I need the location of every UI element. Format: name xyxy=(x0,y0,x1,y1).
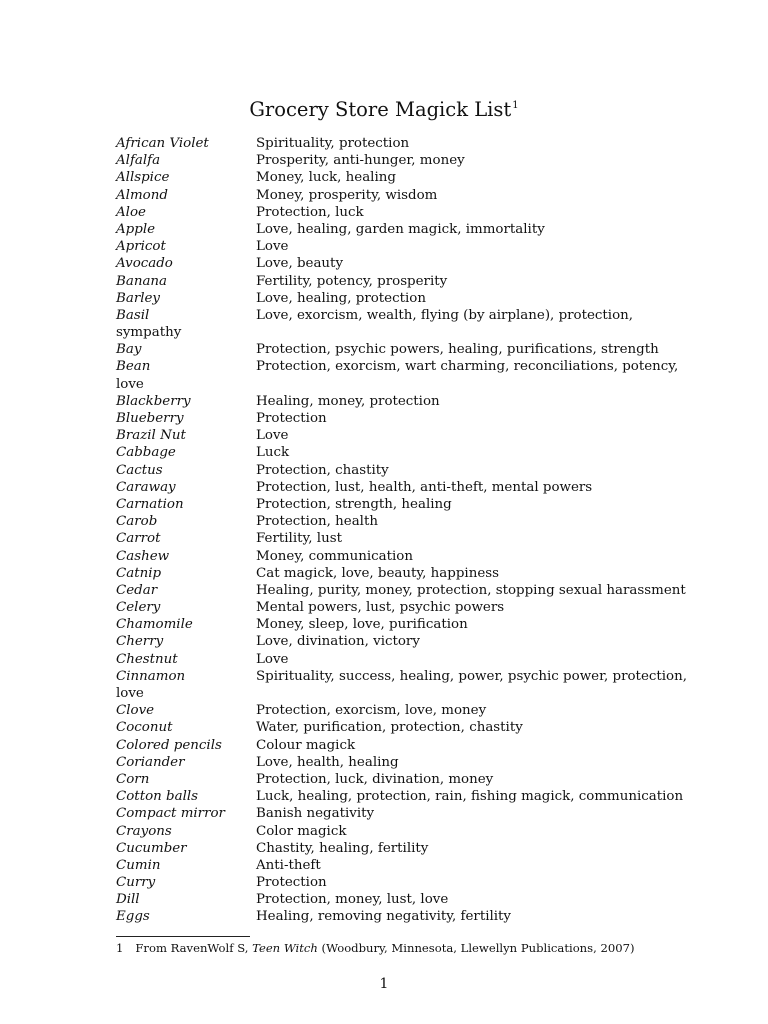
item-term: Cumin xyxy=(116,857,161,873)
item-meaning: Protection, luck, divination, money xyxy=(256,771,494,787)
item-term: Dill xyxy=(116,892,140,908)
item-term: Cotton balls xyxy=(116,789,199,805)
footnote-prefix: From RavenWolf S, xyxy=(135,941,253,955)
item-term: Clove xyxy=(116,703,155,719)
list-item xyxy=(116,840,676,857)
item-meaning: Luck, healing, protection, rain, fishing magick, communication xyxy=(256,789,684,805)
list-item-line xyxy=(116,479,676,496)
title-footnote-ref: 1 xyxy=(512,100,519,111)
list-item-line xyxy=(116,565,676,582)
item-term: Bay xyxy=(116,342,142,358)
list-item xyxy=(116,548,676,565)
item-meaning: Love xyxy=(256,651,289,667)
item-meaning: Love, healing, protection xyxy=(256,290,426,306)
list-item-line xyxy=(116,874,676,891)
list-item-line xyxy=(116,702,676,719)
item-meaning: Chastity, healing, fertility xyxy=(256,840,429,856)
list-item-line xyxy=(116,805,676,822)
list-item xyxy=(116,135,676,152)
list-item-line xyxy=(116,737,676,754)
item-meaning: Anti-theft xyxy=(256,857,321,873)
item-meaning: Prosperity, anti-hunger, money xyxy=(256,153,465,169)
item-term: Catnip xyxy=(116,565,162,581)
item-meaning-continuation: sympathy xyxy=(116,325,182,341)
list-item xyxy=(116,496,676,513)
list-item xyxy=(116,702,676,719)
list-item-line xyxy=(116,307,676,324)
list-item xyxy=(116,771,676,788)
item-meaning: Love, exorcism, wealth, flying (by airplane), protection, xyxy=(256,307,634,323)
item-term: Caraway xyxy=(116,479,176,495)
list-item xyxy=(116,737,676,754)
item-meaning: Mental powers, lust, psychic powers xyxy=(256,600,505,616)
item-meaning: Money, prosperity, wisdom xyxy=(256,187,438,203)
item-meaning: Healing, money, protection xyxy=(256,393,440,409)
item-meaning: Money, sleep, love, purification xyxy=(256,617,468,633)
item-term: Coconut xyxy=(116,720,173,736)
list-item-line xyxy=(116,358,679,375)
list-item xyxy=(116,152,676,169)
list-item-line xyxy=(116,393,676,410)
list-item-line xyxy=(116,754,676,771)
list-item-line xyxy=(116,204,676,221)
item-term: Banana xyxy=(116,273,168,289)
list-item-line xyxy=(116,427,676,444)
item-meaning: Healing, removing negativity, fertility xyxy=(256,909,511,925)
list-item xyxy=(116,891,676,908)
list-item xyxy=(116,307,676,341)
list-item xyxy=(116,874,676,891)
list-item xyxy=(116,651,676,668)
item-term: Almond xyxy=(116,187,168,203)
footnote-divider xyxy=(116,936,250,937)
item-term: Cherry xyxy=(116,634,164,650)
item-meaning: Banish negativity xyxy=(256,806,375,822)
item-term: African Violet xyxy=(116,136,209,151)
page-number: 1 xyxy=(379,976,389,992)
item-term: Apple xyxy=(116,221,156,237)
list-item xyxy=(116,823,676,840)
list-item xyxy=(116,616,676,633)
list-item-line xyxy=(116,444,676,461)
list-item xyxy=(116,857,676,874)
item-meaning-continuation: love xyxy=(116,686,144,701)
list-item-line xyxy=(116,823,676,840)
list-item xyxy=(116,341,676,358)
item-meaning: Protection, chastity xyxy=(256,462,389,478)
footnote-book-title: Teen Witch xyxy=(252,941,318,955)
item-term: Cashew xyxy=(116,548,170,564)
item-term: Colored pencils xyxy=(116,737,222,753)
item-term: Avocado xyxy=(116,256,173,272)
item-meaning: Color magick xyxy=(256,823,347,839)
list-item-line xyxy=(116,840,676,857)
item-term: Chestnut xyxy=(116,651,178,667)
item-meaning: Money, communication xyxy=(256,548,413,564)
item-meaning: Protection, health xyxy=(256,514,378,530)
list-item-line xyxy=(116,238,676,255)
item-meaning: Luck xyxy=(256,445,290,461)
list-item-line xyxy=(116,599,676,616)
list-item-line xyxy=(116,513,676,530)
list-item xyxy=(116,788,684,805)
item-meaning: Protection xyxy=(256,411,327,426)
list-item-line xyxy=(116,719,676,736)
item-meaning: Spirituality, success, healing, power, psychic power, protection, xyxy=(256,668,687,684)
list-item xyxy=(116,719,676,736)
list-item-line xyxy=(116,221,676,238)
item-meaning: Cat magick, love, beauty, happiness xyxy=(256,565,499,581)
item-meaning: Protection, money, lust, love xyxy=(256,892,449,908)
item-term: Compact mirror xyxy=(116,806,225,822)
item-meaning: Protection xyxy=(256,875,327,891)
list-item-line xyxy=(116,273,676,290)
list-item-line xyxy=(116,496,676,513)
item-meaning: Protection, psychic powers, healing, purifications, strength xyxy=(256,342,659,358)
list-item-line xyxy=(116,633,676,650)
item-term: Blackberry xyxy=(116,393,191,409)
item-meaning: Love, healing, garden magick, immortality xyxy=(256,221,545,237)
footnote xyxy=(116,940,635,956)
item-meaning: Fertility, potency, prosperity xyxy=(256,273,448,289)
list-item-line xyxy=(116,582,686,599)
list-item-line xyxy=(116,548,676,565)
item-term: Eggs xyxy=(116,909,150,925)
item-term: Carnation xyxy=(116,496,184,512)
list-item xyxy=(116,530,676,547)
list-item xyxy=(116,754,676,771)
item-term: Alfalfa xyxy=(116,153,161,169)
item-meaning: Money, luck, healing xyxy=(256,170,396,186)
list-item-line xyxy=(116,530,676,547)
item-term: Coriander xyxy=(116,754,185,770)
item-meaning: Water, purification, protection, chastity xyxy=(256,720,523,736)
list-item-line xyxy=(116,788,684,805)
list-item-line xyxy=(116,290,676,307)
item-term: Celery xyxy=(116,600,161,616)
title-text: Grocery Store Magick List xyxy=(249,98,512,121)
list-item xyxy=(116,908,676,925)
item-term: Corn xyxy=(116,771,150,787)
list-item-line xyxy=(116,668,687,685)
list-item-line xyxy=(116,651,676,668)
list-item xyxy=(116,668,687,702)
list-item xyxy=(116,805,676,822)
item-meaning: Spirituality, protection xyxy=(256,136,410,151)
list-item-line xyxy=(116,169,676,186)
list-item xyxy=(116,273,676,290)
page-title xyxy=(0,93,768,123)
list-item xyxy=(116,238,676,255)
list-item-line xyxy=(116,255,676,272)
list-item xyxy=(116,582,686,599)
footnote-suffix: (Woodbury, Minnesota, Llewellyn Publications, 2007) xyxy=(317,941,635,955)
item-meaning: Fertility, lust xyxy=(256,531,342,547)
item-term: Basil xyxy=(116,307,150,323)
magick-list xyxy=(116,135,687,926)
list-item-line xyxy=(116,187,676,204)
list-item-line xyxy=(116,771,676,788)
item-term: Cedar xyxy=(116,582,158,598)
item-term: Curry xyxy=(116,875,156,891)
item-term: Carrot xyxy=(116,531,161,547)
item-term: Cinnamon xyxy=(116,668,186,684)
list-item xyxy=(116,255,676,272)
item-meaning: Protection, lust, health, anti-theft, mental powers xyxy=(256,479,593,495)
item-term: Chamomile xyxy=(116,617,193,633)
list-item-line xyxy=(116,908,676,925)
list-item xyxy=(116,169,676,186)
item-term: Barley xyxy=(116,290,160,306)
item-term: Cactus xyxy=(116,462,163,478)
item-term: Crayons xyxy=(116,823,172,839)
list-item-line xyxy=(116,152,676,169)
list-item-line xyxy=(116,891,676,908)
item-term: Bean xyxy=(116,359,151,375)
list-item-line xyxy=(116,410,676,427)
item-term: Cabbage xyxy=(116,445,176,461)
list-item xyxy=(116,479,676,496)
list-item xyxy=(116,221,676,238)
item-meaning: Love, divination, victory xyxy=(256,634,420,650)
list-item xyxy=(116,204,676,221)
footnote-number: 1 xyxy=(116,941,124,955)
list-item xyxy=(116,633,676,650)
item-meaning: Love xyxy=(256,428,289,444)
item-term: Blueberry xyxy=(116,411,184,426)
item-meaning: Love, health, healing xyxy=(256,754,399,770)
list-item-line xyxy=(116,341,676,358)
item-meaning: Love xyxy=(256,239,289,255)
item-meaning-continuation: love xyxy=(116,376,144,392)
list-item xyxy=(116,393,676,410)
item-meaning: Love, beauty xyxy=(256,256,344,272)
item-term: Carob xyxy=(116,514,158,530)
list-item xyxy=(116,599,676,616)
item-term: Brazil Nut xyxy=(116,428,186,444)
list-item xyxy=(116,290,676,307)
item-term: Cucumber xyxy=(116,840,187,856)
list-item xyxy=(116,358,679,392)
item-term: Allspice xyxy=(116,170,170,186)
item-meaning: Protection, strength, healing xyxy=(256,496,452,512)
list-item-line xyxy=(116,857,676,874)
item-meaning: Healing, purity, money, protection, stopping sexual harassment xyxy=(256,582,686,598)
list-item-line xyxy=(116,135,676,152)
list-item xyxy=(116,427,676,444)
list-item xyxy=(116,187,676,204)
list-item-line xyxy=(116,616,676,633)
item-meaning: Protection, exorcism, wart charming, reconciliations, potency, xyxy=(256,359,679,375)
list-item xyxy=(116,565,676,582)
item-term: Aloe xyxy=(116,204,146,220)
item-term: Apricot xyxy=(116,239,166,255)
list-item xyxy=(116,462,676,479)
list-item xyxy=(116,444,676,461)
item-meaning: Protection, luck xyxy=(256,204,364,220)
list-item xyxy=(116,513,676,530)
item-meaning: Protection, exorcism, love, money xyxy=(256,703,487,719)
list-item xyxy=(116,410,676,427)
list-item-line xyxy=(116,462,676,479)
item-meaning: Colour magick xyxy=(256,737,356,753)
